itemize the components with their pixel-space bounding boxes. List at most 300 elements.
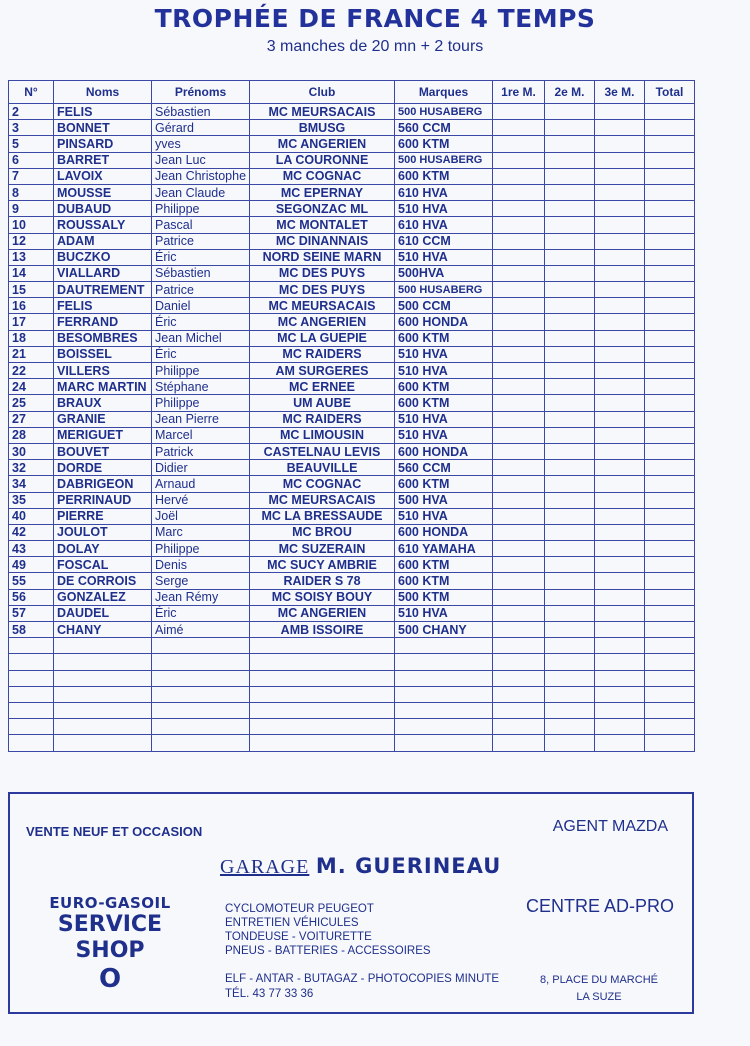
cell-prenom: Pascal xyxy=(152,217,250,233)
cell-prenom: Éric xyxy=(152,346,250,362)
table-row xyxy=(9,557,695,573)
cell-num: 30 xyxy=(9,443,54,459)
cell-score xyxy=(595,233,645,249)
cell-score xyxy=(645,233,695,249)
cell-score xyxy=(595,460,645,476)
cell-empty xyxy=(250,719,395,735)
cell-score xyxy=(545,168,595,184)
cell-empty xyxy=(545,686,595,702)
cell-score xyxy=(545,557,595,573)
cell-empty xyxy=(545,654,595,670)
table-row xyxy=(9,492,695,508)
cell-empty xyxy=(395,670,493,686)
cell-empty xyxy=(493,735,545,751)
cell-num: 9 xyxy=(9,201,54,217)
cell-marque: 600 HONDA xyxy=(395,314,493,330)
cell-marque: 510 HVA xyxy=(395,363,493,379)
cell-score xyxy=(595,152,645,168)
ad-address-line-2: LA SUZE xyxy=(576,991,622,1003)
table-row xyxy=(9,282,695,298)
cell-score xyxy=(595,136,645,152)
page-subtitle: 3 manches de 20 mn + 2 tours xyxy=(266,38,484,55)
cell-num: 3 xyxy=(9,120,54,136)
cell-prenom: Patrice xyxy=(152,282,250,298)
cell-empty xyxy=(493,686,545,702)
cell-nom: DAUDEL xyxy=(54,605,152,621)
cell-empty xyxy=(395,654,493,670)
cell-score xyxy=(645,395,695,411)
cell-empty xyxy=(645,702,695,718)
cell-club: MC SUCY AMBRIE xyxy=(250,557,395,573)
col-header-noms: Noms xyxy=(54,81,152,104)
cell-score xyxy=(493,476,545,492)
cell-score xyxy=(595,249,645,265)
table-row xyxy=(9,541,695,557)
ad-fuel-line xyxy=(225,972,499,1002)
cell-score xyxy=(493,443,545,459)
cell-marque: 610 YAMAHA xyxy=(395,541,493,557)
cell-num: 57 xyxy=(9,605,54,621)
cell-club: NORD SEINE MARN xyxy=(250,249,395,265)
table-row xyxy=(9,120,695,136)
cell-empty xyxy=(595,654,645,670)
cell-num: 6 xyxy=(9,152,54,168)
cell-marque: 600 KTM xyxy=(395,573,493,589)
cell-club: MC LA GUEPIE xyxy=(250,330,395,346)
cell-empty xyxy=(395,702,493,718)
cell-marque: 510 HVA xyxy=(395,427,493,443)
cell-empty xyxy=(595,638,645,654)
table-row-empty xyxy=(9,702,695,718)
cell-num: 5 xyxy=(9,136,54,152)
cell-num: 2 xyxy=(9,104,54,120)
cell-club: BEAUVILLE xyxy=(250,460,395,476)
cell-club: MC SUZERAIN xyxy=(250,541,395,557)
cell-num: 22 xyxy=(9,363,54,379)
cell-empty xyxy=(152,654,250,670)
cell-score xyxy=(645,443,695,459)
cell-score xyxy=(493,460,545,476)
cell-marque: 510 HVA xyxy=(395,249,493,265)
cell-score xyxy=(545,136,595,152)
cell-empty xyxy=(595,686,645,702)
cell-marque: 500 HUSABERG xyxy=(395,104,493,120)
cell-score xyxy=(493,136,545,152)
cell-score xyxy=(645,541,695,557)
cell-empty xyxy=(545,702,595,718)
cell-score xyxy=(493,427,545,443)
table-row xyxy=(9,411,695,427)
cell-club: MC LIMOUSIN xyxy=(250,427,395,443)
cell-prenom: Arnaud xyxy=(152,476,250,492)
table-row xyxy=(9,233,695,249)
cell-empty xyxy=(493,638,545,654)
table-row xyxy=(9,346,695,362)
cell-nom: DE CORROIS xyxy=(54,573,152,589)
cell-score xyxy=(493,120,545,136)
cell-nom: GRANIE xyxy=(54,411,152,427)
cell-score xyxy=(595,379,645,395)
cell-prenom: Stéphane xyxy=(152,379,250,395)
cell-marque: 510 HVA xyxy=(395,508,493,524)
cell-club: MC COGNAC xyxy=(250,476,395,492)
cell-score xyxy=(545,427,595,443)
cell-prenom: Patrick xyxy=(152,443,250,459)
cell-num: 32 xyxy=(9,460,54,476)
cell-empty xyxy=(645,686,695,702)
cell-nom: DORDE xyxy=(54,460,152,476)
cell-score xyxy=(595,557,645,573)
cell-score xyxy=(645,460,695,476)
cell-score xyxy=(645,476,695,492)
cell-score xyxy=(493,184,545,200)
cell-nom: DABRIGEON xyxy=(54,476,152,492)
cell-score xyxy=(545,492,595,508)
cell-score xyxy=(545,233,595,249)
cell-prenom: yves xyxy=(152,136,250,152)
cell-empty xyxy=(250,735,395,751)
cell-score xyxy=(645,492,695,508)
cell-score xyxy=(493,265,545,281)
cell-marque: 610 HVA xyxy=(395,184,493,200)
cell-marque: 610 CCM xyxy=(395,233,493,249)
cell-prenom: Jean Luc xyxy=(152,152,250,168)
cell-club: MC DES PUYS xyxy=(250,282,395,298)
cell-prenom: Jean Christophe xyxy=(152,168,250,184)
cell-empty xyxy=(645,638,695,654)
logo-line-3: SHOP xyxy=(75,938,145,963)
cell-prenom: Sébastien xyxy=(152,104,250,120)
cell-prenom: Patrice xyxy=(152,233,250,249)
cell-score xyxy=(493,508,545,524)
logo-line-4: O xyxy=(98,964,122,994)
cell-empty xyxy=(54,702,152,718)
cell-club: MC LA BRESSAUDE xyxy=(250,508,395,524)
cell-score xyxy=(493,201,545,217)
cell-num: 14 xyxy=(9,265,54,281)
cell-empty xyxy=(9,670,54,686)
results-table xyxy=(8,80,695,752)
cell-score xyxy=(493,314,545,330)
cell-empty xyxy=(395,686,493,702)
cell-score xyxy=(493,605,545,621)
table-row xyxy=(9,265,695,281)
cell-nom: BRAUX xyxy=(54,395,152,411)
table-row xyxy=(9,168,695,184)
table-row xyxy=(9,201,695,217)
cell-score xyxy=(493,541,545,557)
cell-empty xyxy=(152,735,250,751)
cell-marque: 510 HVA xyxy=(395,605,493,621)
cell-score xyxy=(595,314,645,330)
cell-score xyxy=(645,589,695,605)
cell-empty xyxy=(54,719,152,735)
cell-score xyxy=(645,104,695,120)
cell-empty xyxy=(395,735,493,751)
cell-club: LA COURONNE xyxy=(250,152,395,168)
cell-score xyxy=(595,104,645,120)
cell-nom: MARC MARTIN xyxy=(54,379,152,395)
cell-empty xyxy=(395,719,493,735)
cell-score xyxy=(545,508,595,524)
cell-nom: DAUTREMENT xyxy=(54,282,152,298)
cell-score xyxy=(545,346,595,362)
cell-score xyxy=(545,411,595,427)
cell-score xyxy=(595,411,645,427)
cell-num: 34 xyxy=(9,476,54,492)
cell-score xyxy=(645,201,695,217)
table-row xyxy=(9,460,695,476)
cell-empty xyxy=(54,670,152,686)
logo-line-1: EURO-GASOIL xyxy=(49,894,171,912)
cell-score xyxy=(493,298,545,314)
cell-marque: 600 KTM xyxy=(395,476,493,492)
table-row-empty xyxy=(9,638,695,654)
col-header-club: Club xyxy=(250,81,395,104)
ad-phone: TÉL. 43 77 33 36 xyxy=(225,988,314,1000)
cell-empty xyxy=(545,735,595,751)
cell-empty xyxy=(645,719,695,735)
col-header-manche-2: 2e M. xyxy=(545,81,595,104)
cell-score xyxy=(645,168,695,184)
cell-marque: 560 CCM xyxy=(395,460,493,476)
cell-nom: BOUVET xyxy=(54,443,152,459)
cell-score xyxy=(645,508,695,524)
cell-empty xyxy=(493,719,545,735)
cell-prenom: Sébastien xyxy=(152,265,250,281)
table-row xyxy=(9,152,695,168)
cell-score xyxy=(645,282,695,298)
cell-score xyxy=(595,622,645,638)
cell-score xyxy=(545,622,595,638)
ad-address xyxy=(540,972,658,1006)
cell-score xyxy=(595,524,645,540)
cell-num: 12 xyxy=(9,233,54,249)
cell-score xyxy=(545,589,595,605)
cell-empty xyxy=(152,686,250,702)
cell-score xyxy=(493,395,545,411)
cell-club: AM SURGERES xyxy=(250,363,395,379)
cell-score xyxy=(545,476,595,492)
table-header-row xyxy=(9,81,695,104)
ad-garage-title xyxy=(220,854,501,879)
cell-score xyxy=(545,573,595,589)
cell-club: MC ERNEE xyxy=(250,379,395,395)
ad-service-item: TONDEUSE - VOITURETTE xyxy=(225,931,372,943)
cell-score xyxy=(493,492,545,508)
cell-empty xyxy=(250,654,395,670)
cell-club: BMUSG xyxy=(250,120,395,136)
cell-empty xyxy=(595,670,645,686)
euro-gasoil-logo xyxy=(30,894,190,994)
cell-score xyxy=(493,233,545,249)
cell-marque: 500HVA xyxy=(395,265,493,281)
ad-fuel-text: ELF - ANTAR - BUTAGAZ - PHOTOCOPIES MINUTE xyxy=(225,973,500,985)
cell-nom: PINSARD xyxy=(54,136,152,152)
cell-marque: 500 KTM xyxy=(395,589,493,605)
cell-score xyxy=(493,363,545,379)
table-row xyxy=(9,363,695,379)
cell-empty xyxy=(9,654,54,670)
cell-marque: 600 HONDA xyxy=(395,443,493,459)
cell-prenom: Philippe xyxy=(152,395,250,411)
cell-score xyxy=(545,379,595,395)
cell-prenom: Éric xyxy=(152,249,250,265)
table-row-empty xyxy=(9,735,695,751)
cell-score xyxy=(545,443,595,459)
cell-nom: DUBAUD xyxy=(54,201,152,217)
cell-score xyxy=(645,249,695,265)
table-row-empty xyxy=(9,686,695,702)
cell-score xyxy=(493,282,545,298)
cell-score xyxy=(595,508,645,524)
cell-score xyxy=(645,557,695,573)
cell-score xyxy=(545,184,595,200)
table-row xyxy=(9,589,695,605)
cell-nom: FOSCAL xyxy=(54,557,152,573)
cell-num: 40 xyxy=(9,508,54,524)
cell-club: MC RAIDERS xyxy=(250,346,395,362)
cell-club: MC MEURSACAIS xyxy=(250,104,395,120)
cell-marque: 510 HVA xyxy=(395,346,493,362)
cell-score xyxy=(595,168,645,184)
table-row xyxy=(9,573,695,589)
cell-score xyxy=(545,524,595,540)
cell-score xyxy=(493,379,545,395)
cell-score xyxy=(595,476,645,492)
cell-marque: 510 HVA xyxy=(395,411,493,427)
cell-club: MC BROU xyxy=(250,524,395,540)
col-header-manche-3: 3e M. xyxy=(595,81,645,104)
cell-empty xyxy=(493,670,545,686)
cell-score xyxy=(545,314,595,330)
cell-marque: 600 KTM xyxy=(395,330,493,346)
cell-nom: ROUSSALY xyxy=(54,217,152,233)
cell-nom: GONZALEZ xyxy=(54,589,152,605)
ad-service-item: PNEUS - BATTERIES - ACCESSOIRES xyxy=(225,945,431,957)
ad-service-item: ENTRETIEN VÉHICULES xyxy=(225,917,359,929)
col-header-marques: Marques xyxy=(395,81,493,104)
cell-score xyxy=(645,330,695,346)
cell-nom: MOUSSE xyxy=(54,184,152,200)
table-row xyxy=(9,104,695,120)
cell-score xyxy=(645,622,695,638)
cell-score xyxy=(645,136,695,152)
cell-score xyxy=(645,314,695,330)
col-header-manche-1: 1re M. xyxy=(493,81,545,104)
cell-score xyxy=(545,249,595,265)
cell-club: SEGONZAC ML xyxy=(250,201,395,217)
ad-mazda-text: AGENT MAZDA xyxy=(552,818,668,835)
cell-score xyxy=(493,589,545,605)
cell-empty xyxy=(645,654,695,670)
cell-prenom: Didier xyxy=(152,460,250,476)
cell-marque: 500 CCM xyxy=(395,298,493,314)
cell-score xyxy=(545,605,595,621)
cell-score xyxy=(595,330,645,346)
table-row xyxy=(9,622,695,638)
cell-empty xyxy=(545,719,595,735)
cell-score xyxy=(493,152,545,168)
cell-score xyxy=(645,573,695,589)
cell-score xyxy=(595,443,645,459)
cell-score xyxy=(545,152,595,168)
cell-prenom: Marcel xyxy=(152,427,250,443)
cell-nom: MERIGUET xyxy=(54,427,152,443)
table-row xyxy=(9,249,695,265)
cell-marque: 600 KTM xyxy=(395,557,493,573)
cell-num: 55 xyxy=(9,573,54,589)
cell-empty xyxy=(152,702,250,718)
cell-empty xyxy=(595,702,645,718)
cell-marque: 510 HVA xyxy=(395,201,493,217)
cell-score xyxy=(493,622,545,638)
cell-empty xyxy=(152,719,250,735)
cell-empty xyxy=(250,686,395,702)
cell-score xyxy=(493,557,545,573)
page-title: TROPHÉE DE FRANCE 4 TEMPS xyxy=(154,4,596,33)
cell-marque: 600 KTM xyxy=(395,395,493,411)
cell-score xyxy=(595,282,645,298)
cell-marque: 610 HVA xyxy=(395,217,493,233)
cell-club: MC MEURSACAIS xyxy=(250,298,395,314)
cell-empty xyxy=(545,638,595,654)
cell-marque: 500 HUSABERG xyxy=(395,152,493,168)
cell-num: 16 xyxy=(9,298,54,314)
table-row-empty xyxy=(9,670,695,686)
cell-marque: 500 HVA xyxy=(395,492,493,508)
cell-score xyxy=(595,298,645,314)
cell-score xyxy=(545,265,595,281)
cell-marque: 500 HUSABERG xyxy=(395,282,493,298)
cell-prenom: Jean Rémy xyxy=(152,589,250,605)
col-header-total: Total xyxy=(645,81,695,104)
cell-marque: 600 KTM xyxy=(395,136,493,152)
cell-num: 25 xyxy=(9,395,54,411)
cell-prenom: Éric xyxy=(152,314,250,330)
table-row xyxy=(9,330,695,346)
cell-score xyxy=(545,217,595,233)
cell-score xyxy=(493,573,545,589)
table-row-empty xyxy=(9,654,695,670)
cell-prenom: Jean Pierre xyxy=(152,411,250,427)
cell-nom: ADAM xyxy=(54,233,152,249)
cell-club: MC RAIDERS xyxy=(250,411,395,427)
table-row xyxy=(9,136,695,152)
cell-nom: VILLERS xyxy=(54,363,152,379)
cell-club: MC ANGERIEN xyxy=(250,136,395,152)
cell-num: 15 xyxy=(9,282,54,298)
cell-num: 43 xyxy=(9,541,54,557)
cell-score xyxy=(645,379,695,395)
cell-marque: 600 HONDA xyxy=(395,524,493,540)
cell-num: 28 xyxy=(9,427,54,443)
cell-score xyxy=(645,265,695,281)
ad-garage-name: M. GUERINEAU xyxy=(315,854,502,878)
cell-score xyxy=(545,460,595,476)
cell-prenom: Philippe xyxy=(152,363,250,379)
cell-score xyxy=(595,184,645,200)
cell-prenom: Joël xyxy=(152,508,250,524)
cell-prenom: Gérard xyxy=(152,120,250,136)
cell-club: MC ANGERIEN xyxy=(250,314,395,330)
cell-nom: CHANY xyxy=(54,622,152,638)
cell-club: RAIDER S 78 xyxy=(250,573,395,589)
cell-score xyxy=(595,120,645,136)
cell-nom: BARRET xyxy=(54,152,152,168)
cell-nom: LAVOIX xyxy=(54,168,152,184)
cell-num: 7 xyxy=(9,168,54,184)
